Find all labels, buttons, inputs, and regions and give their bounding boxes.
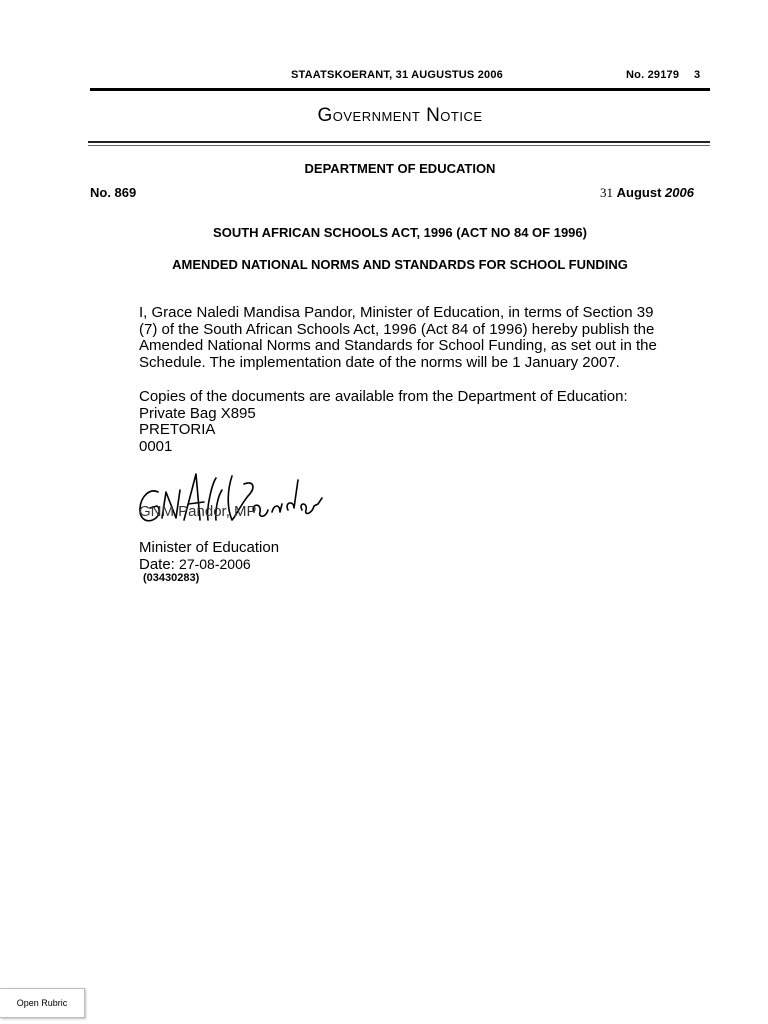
notice-date-month: August <box>616 185 662 200</box>
copies-line: Copies of the documents are available from the Department of Education: <box>139 388 628 405</box>
paragraph-line: Schedule. The implementation date of the norms will be 1 January 2007. <box>139 353 620 371</box>
address-line: 0001 <box>139 437 173 455</box>
date-label: Date: <box>139 556 175 573</box>
paragraph-line: Amended National Norms and Standards for School Funding, as set out in the <box>139 337 657 354</box>
signatory-name: GNM Pandor, MP <box>139 503 257 520</box>
act-title: SOUTH AFRICAN SCHOOLS ACT, 1996 (ACT NO 84 OF 1996) <box>213 225 587 240</box>
act-subtitle: AMENDED NATIONAL NORMS AND STANDARDS FOR SCHOOL FUNDING <box>172 257 628 272</box>
notice-rule-top <box>88 141 710 143</box>
address-line: Private Bag X895 <box>139 404 256 422</box>
minister-title: Minister of Education <box>139 539 280 556</box>
page-number: 3 <box>694 69 701 81</box>
copies-paragraph <box>139 389 719 455</box>
notice-number: No. 869 <box>90 185 137 200</box>
notice-title: Government Notice <box>317 105 483 126</box>
paragraph-line: (7) of the South African Schools Act, 1996 (Act 84 of 1996) hereby publish the <box>139 320 655 338</box>
handwritten-signature <box>136 462 326 532</box>
notice-date-year: 2006 <box>665 185 694 200</box>
gazette-title: STAATSKOERANT, 31 AUGUSTUS 2006 <box>291 69 503 81</box>
reference-number: (03430283) <box>143 572 200 584</box>
notice-rule-bottom <box>88 145 710 146</box>
signature-date <box>139 556 251 573</box>
address-line: PRETORIA <box>139 421 216 438</box>
header-rule <box>90 88 710 91</box>
open-rubric-button[interactable]: Open Rubric <box>0 988 85 1018</box>
main-paragraph <box>139 305 719 371</box>
date-value: 27-08-2006 <box>179 556 251 572</box>
notice-date <box>600 185 694 201</box>
paragraph-line: I, Grace Naledi Mandisa Pandor, Minister of Education, in terms of Section 39 <box>139 304 654 321</box>
gazette-number: No. 29179 <box>626 69 680 81</box>
department-heading: DEPARTMENT OF EDUCATION <box>304 161 496 176</box>
notice-date-day: 31 <box>600 185 613 200</box>
